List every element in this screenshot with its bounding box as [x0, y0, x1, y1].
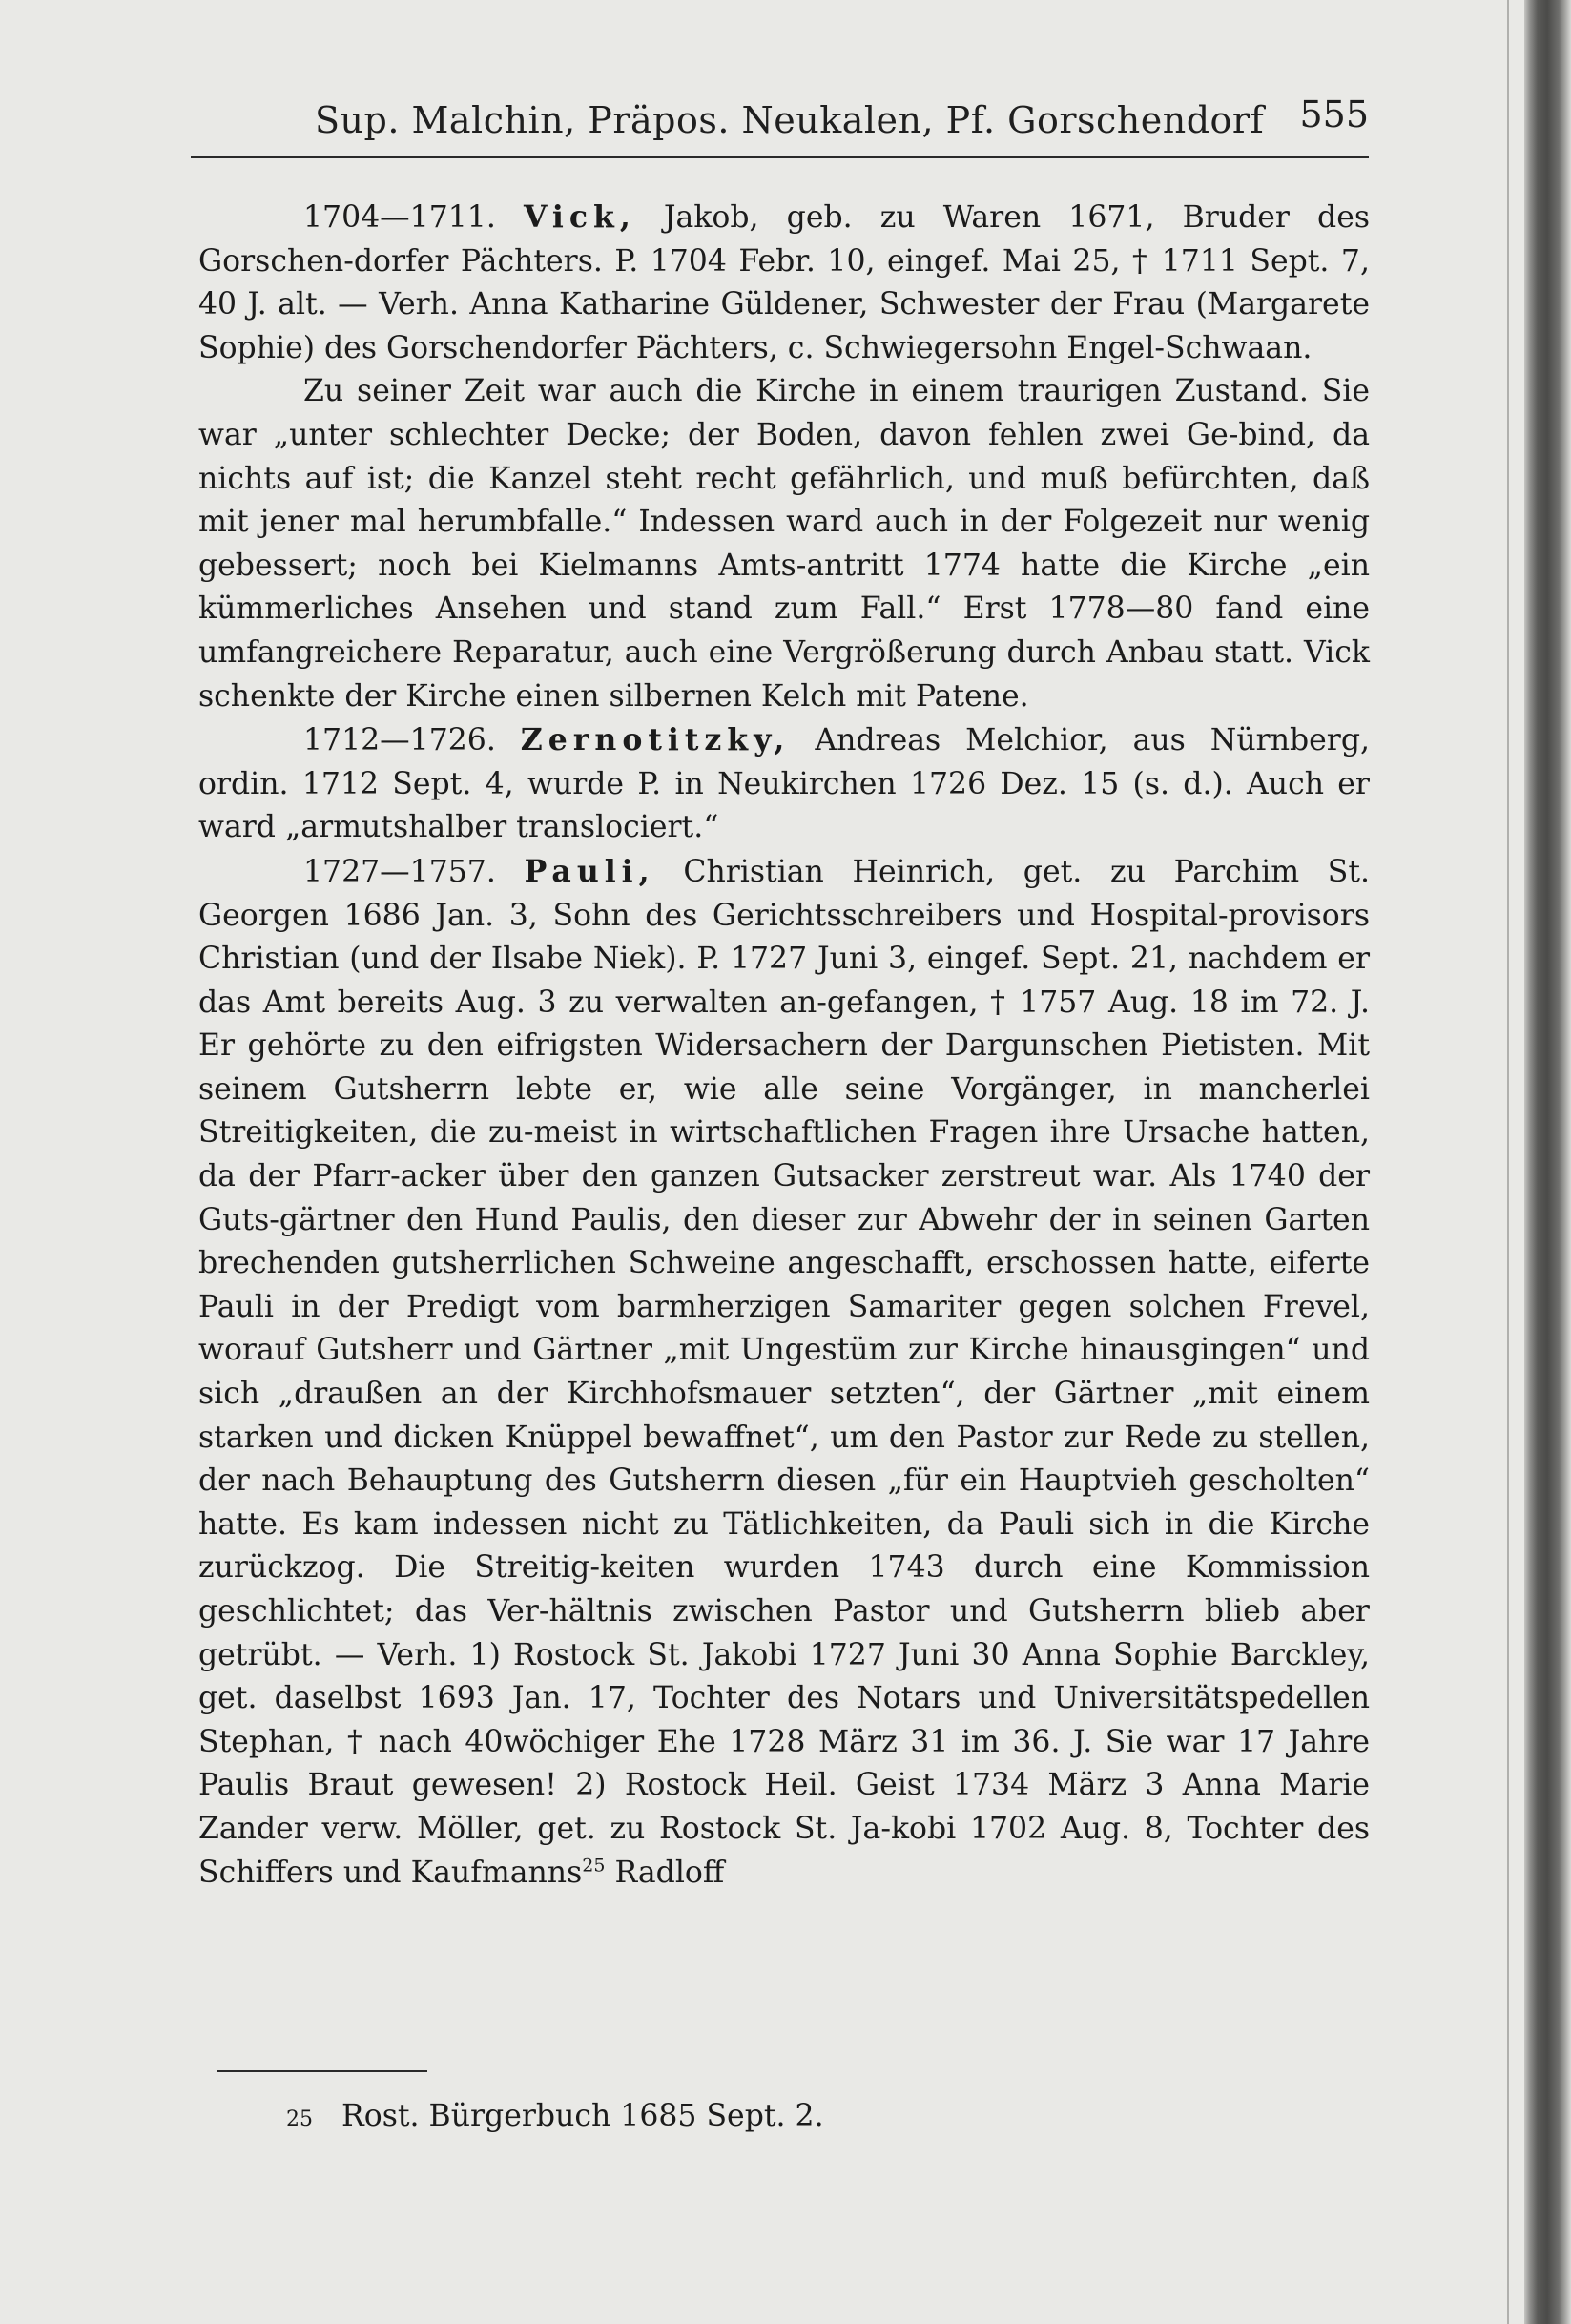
entry-name: Zernotitzky, [520, 722, 791, 758]
page-number: 555 [1299, 93, 1369, 135]
entry-vick-paragraph: Zu seiner Zeit war auch die Kirche in einem traurigen Zustand. Sie war „unter schlechter Decke; der Boden, davon fehlen zwei Ge-bind, da nichts auf ist; die Kanzel steht recht gefährlich, und muß befürchten, daß mit jener mal herumbfalle.“ Indessen ward auch in der Folgezeit nur wenig gebessert; noch bei Kielmanns Amts-antritt 1774 hatte die Kirche „ein kümmerliches Ansehen und stand zum Fall.“ Erst 1778—80 fand eine umfangreichere Reparatur, auch eine Vergrößerung durch Anbau statt. Vick schenkte der Kirche einen silbernen Kelch mit Patene. [198, 374, 1370, 714]
entry-text: Andreas Melchior, aus Nürnberg, ordin. 1712 Sept. 4, wurde P. in Neukirchen 1726 Dez. 15 (s. d.). Auch er ward „armutshalber translociert.“ [198, 723, 1371, 845]
footnote-number: 25 [286, 2107, 313, 2131]
entry-zernotitzky [198, 718, 1370, 850]
footnote-text: Rost. Bürgerbuch 1685 Sept. 2. [341, 2099, 824, 2133]
entry-name: Vick, [523, 199, 636, 235]
footnote [286, 2099, 824, 2133]
entry-years: 1727—1757. [303, 854, 496, 889]
main-text [198, 196, 1370, 1895]
running-header [191, 92, 1369, 149]
entry-pauli [198, 850, 1370, 1895]
entry-years: 1712—1726. [303, 723, 496, 758]
footnote-rule [217, 2070, 427, 2072]
entry-text-tail: Radloff [614, 1855, 725, 1890]
header-rule [191, 156, 1369, 158]
page-edge-line [1507, 0, 1509, 2324]
entry-years: 1704—1711. [303, 200, 496, 235]
entry-text: Christian Heinrich, get. zu Parchim St. Georgen 1686 Jan. 3, Sohn des Gerichtsschreibers und Hospital-provisors Christian (und der Ilsabe Niek). P. 1727 Juni 3, eingef. Sept. 21, nachdem er das Amt bereits Aug. 3 zu verwalten an-gefangen, † 1757 Aug. 18 im 72. J. Er gehörte zu den eifrigsten Widersachern der Dargunschen Pietisten. Mit seinem Gutsherrn lebte er, wie alle seine Vorgänger, in mancherlei Streitigkeiten, die zu-meist in wirtschaftlichen Fragen ihre Ursache hatten, da der Pfarr-acker über den ganzen Gutsacker zerstreut war. Als 1740 der Guts-gärtner den Hund Paulis, den dieser zur Abwehr der in seinen Garten brechenden gutsherrlichen Schweine angeschafft, erschossen hatte, eiferte Pauli in der Predigt vom barmherzigen Samariter gegen solchen Frevel, worauf Gutsherr und Gärtner „mit Ungestüm zur Kirche hinausgingen“ und sich „draußen an der Kirchhofsmauer setzten“, der Gärtner „mit einem starken und dicken Knüppel bewaffnet“, um den Pastor zur Rede zu stellen, der nach Behauptung des Gutsherrn diesen „für ein Hauptvieh gescholten“ hatte. Es kam indessen nicht zu Tätlichkeiten, da Pauli sich in die Kirche zurückzog. Die Streitig-keiten wurden 1743 durch eine Kommission geschlichtet; das Ver-hältnis zwischen Pastor und Gutsherrn blieb aber getrübt. — Verh. 1) Rostock St. Jakobi 1727 Juni 30 Anna Sophie Barckley, get. daselbst 1693 Jan. 17, Tochter des Notars und Universitätspedellen Stephan, † nach 40wöchiger Ehe 1728 März 31 im 36. J. Sie war 17 Jahre Paulis Braut gewesen! 2) Rostock Heil. Geist 1734 März 3 Anna Marie Zander verw. Möller, get. zu Rostock St. Ja-kobi 1702 Aug. 8, Tochter des Schiffers und Kaufmanns [198, 854, 1371, 1890]
entry-text: Jakob, geb. zu Waren 1671, Bruder des Gorschen-dorfer Pächters. P. 1704 Febr. 10, eingef. Mai 25, † 1711 Sept. 7, 40 J. alt. — Verh. Anna Katharine Güldener, Schwester der Frau (Margarete Sophie) des Gorschendorfer Pächters, c. Schwiegersohn Engel-Schwaan. [198, 200, 1371, 365]
header-title: Sup. Malchin, Präpos. Neukalen, Pf. Gorschendorf [315, 99, 1265, 141]
book-spine-shadow [1524, 0, 1571, 2324]
footnote-reference[interactable]: 25 [582, 1855, 606, 1877]
entry-vick [198, 196, 1370, 370]
entry-name: Pauli, [524, 853, 655, 889]
